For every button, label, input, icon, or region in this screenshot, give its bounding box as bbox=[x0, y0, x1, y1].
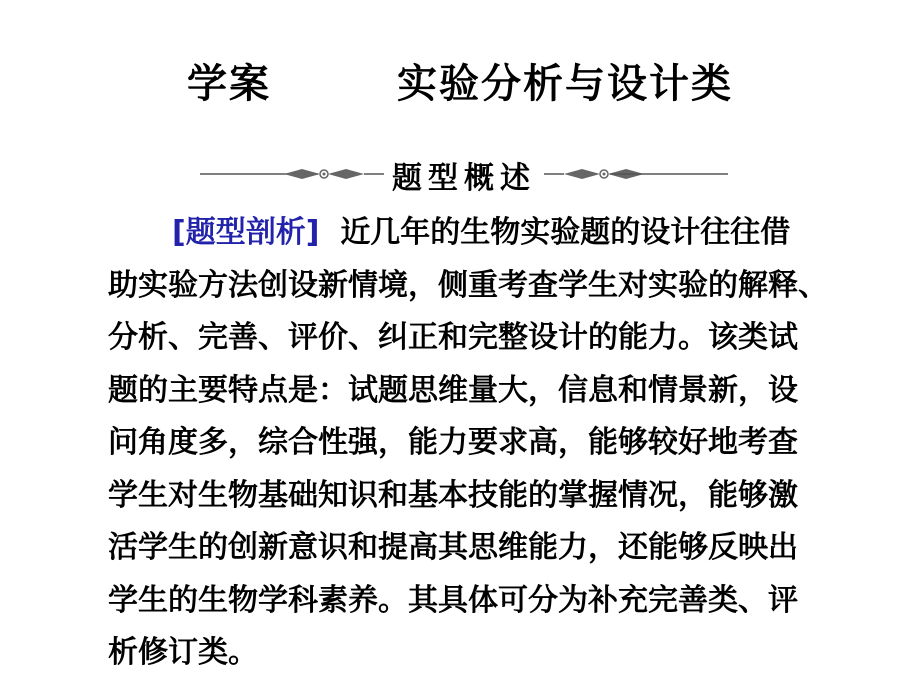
paragraph-line: 学生的生物学科素养。其具体可分为补充完善类、评 bbox=[108, 582, 798, 618]
paragraph-line: 活学生的创新意识和提高其思维能力，还能够反映出 bbox=[108, 530, 798, 565]
section-heading: 题型概述 bbox=[384, 153, 544, 197]
paragraph-line: 学生对生物基础知识和基本技能的掌握情况，能够激 bbox=[108, 477, 798, 513]
paragraph-line: 题的主要特点是：试题思维量大，信息和情景新，设 bbox=[108, 372, 798, 408]
section-banner bbox=[200, 150, 728, 196]
paragraph-line bbox=[108, 207, 828, 260]
paragraph-line: 析修订类。 bbox=[108, 635, 258, 670]
analysis-paragraph bbox=[108, 207, 828, 680]
paragraph-line-text: 近几年的生物实验题的设计往往借 bbox=[340, 215, 791, 250]
paragraph-line: 问角度多，综合性强，能力要求高，能够较好地考查 bbox=[108, 425, 798, 460]
paragraph-line: 助实验方法创设新情境，侧重考查学生对实验的解释、 bbox=[108, 267, 828, 303]
analysis-label: [题型剖析] bbox=[172, 215, 320, 250]
slide-title: 学案 实验分析与设计类 bbox=[187, 61, 733, 107]
paragraph-line: 分析、完善、评价、纠正和完整设计的能力。该类试 bbox=[108, 320, 798, 355]
